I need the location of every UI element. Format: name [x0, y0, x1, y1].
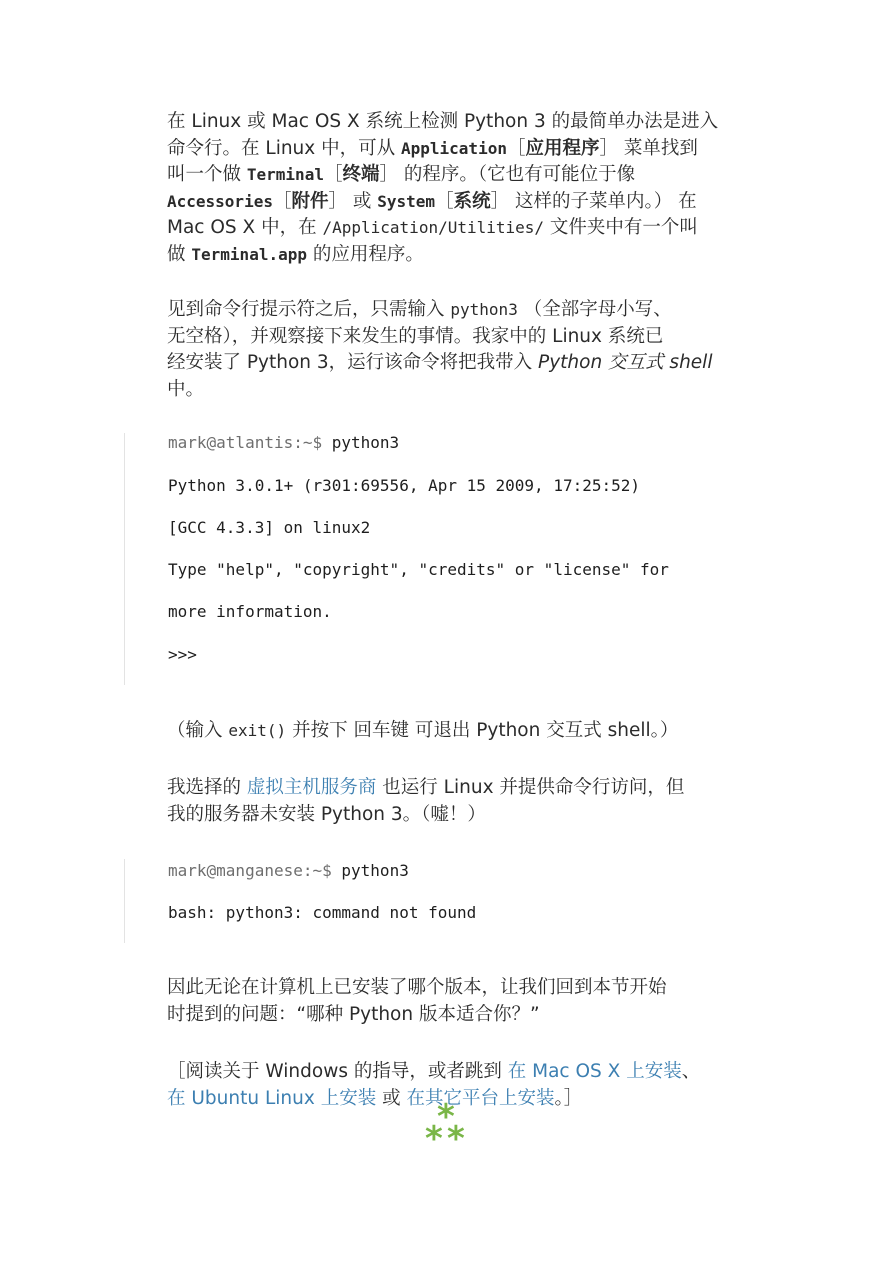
asterisk-icon: * — [447, 1119, 465, 1159]
menu-name-translation: 系统 — [453, 190, 491, 212]
text-line — [167, 215, 727, 242]
code-line: bash: python3: command not found — [168, 903, 477, 922]
text-run: （全部字母小写、 — [517, 299, 672, 320]
code-block-command-not-found — [124, 859, 745, 943]
link-install-ubuntu[interactable]: 在 Ubuntu Linux 上安装 — [167, 1087, 377, 1109]
text-line — [167, 189, 727, 216]
text-run: ［ — [323, 164, 343, 185]
paragraph-run-python3 — [167, 297, 727, 403]
text-run: ［ — [272, 190, 292, 212]
text-run: 的应用程序。 — [306, 243, 424, 265]
asterism-divider — [425, 1097, 475, 1160]
shell-command: python3 — [322, 433, 400, 452]
text-run: ］ 或 — [328, 190, 378, 212]
text-line: 无空格），并观察接下来发生的事情。我家中的 Linux 系统已 — [167, 325, 664, 347]
text-line — [167, 242, 727, 269]
text-run: 或 — [376, 1087, 407, 1109]
text-line — [167, 775, 727, 802]
shell-prompt: mark@manganese:~$ — [168, 861, 332, 880]
text-run: ［ — [435, 190, 454, 212]
text-line — [167, 162, 727, 189]
text-run: 。］ — [554, 1087, 583, 1109]
code-line: Python 3.0.1+ (r301:69556, Apr 15 2009, 17:25:52) — [168, 476, 641, 495]
link-install-macos[interactable]: 在 Mac OS X 上安装 — [507, 1061, 682, 1082]
text-run: 见到命令行提示符之后，只需输入 — [167, 299, 451, 320]
menu-name-accessories: Accessories — [167, 191, 273, 211]
shell-prompt: mark@atlantis:~$ — [168, 433, 323, 452]
text-run: 经安装了 Python 3，运行该命令将把我带入 — [167, 352, 539, 373]
text-run: 并按下 回车键 可退出 Python 交互式 shell。） — [286, 720, 679, 741]
text-line: 我的服务器未安装 Python 3。（嘘！） — [167, 803, 486, 825]
paragraph-which-version — [167, 975, 727, 1028]
paragraph-hosting — [167, 775, 727, 828]
code-line-prompt — [168, 861, 409, 880]
text-line — [167, 297, 727, 324]
asterisk-icon: * — [425, 1119, 443, 1159]
paragraph-detect-python — [167, 109, 727, 268]
text-run: 叫一个做 — [167, 164, 247, 185]
text-run: 文件夹中有一个叫 — [544, 217, 698, 238]
text-line: 在 Linux 或 Mac OS X 系统上检测 Python 3 的最简单办法是进入 — [167, 111, 719, 132]
code-line: Type "help", "copyright", "credits" or "license" for — [168, 560, 669, 579]
text-run: 我选择的 — [167, 777, 247, 798]
code-line-prompt — [168, 433, 399, 452]
paragraph-exit-hint — [167, 718, 727, 745]
text-line: 时提到的问题：“哪种 Python 版本适合你？” — [167, 1003, 540, 1025]
text-run: ］ 这样的子菜单内。） 在 — [490, 190, 697, 212]
text-run: 、 — [681, 1061, 701, 1082]
program-name-terminal: Terminal — [246, 165, 324, 184]
menu-name-translation: 应用程序 — [525, 137, 600, 159]
code-line: more information. — [168, 602, 332, 621]
text-run: ［阅读关于 Windows 的指导，或者跳到 — [167, 1061, 508, 1082]
text-line — [167, 350, 727, 377]
menu-name-translation: 附件 — [291, 190, 329, 212]
folder-path: /Application/Utilities/ — [322, 218, 545, 237]
shell-command: python3 — [331, 861, 409, 880]
term-interactive-shell: Python 交互式 shell — [538, 352, 713, 373]
code-line: [GCC 4.3.3] on linux2 — [168, 518, 371, 537]
text-line: 中。 — [167, 378, 205, 400]
text-run: 也运行 Linux 并提供命令行访问，但 — [376, 777, 685, 798]
code-line-repl-prompt: >>> — [168, 645, 197, 664]
text-run: 命令行。在 Linux 中，可从 — [167, 137, 401, 159]
exit-command: exit() — [228, 721, 287, 740]
menu-name-application: Application — [401, 138, 507, 158]
text-run: Mac OS X 中，在 — [167, 217, 323, 238]
text-run: 做 — [167, 243, 192, 265]
code-block-python3-session — [124, 433, 745, 685]
text-line — [167, 718, 727, 745]
text-line: 因此无论在计算机上已安装了哪个版本，让我们回到本节开始 — [167, 977, 667, 998]
menu-name-system: System — [377, 191, 436, 211]
program-name-translation: 终端 — [342, 164, 380, 185]
text-line — [167, 136, 727, 163]
app-name-terminal: Terminal.app — [191, 244, 307, 264]
text-run: ［ — [506, 137, 526, 159]
asterisk-icon: * — [437, 1097, 455, 1137]
link-hosting-provider[interactable]: 虚拟主机服务商 — [246, 777, 377, 798]
text-run: ］ 菜单找到 — [599, 137, 698, 159]
text-run: ］ 的程序。（它也有可能位于像 — [379, 164, 636, 185]
text-line — [167, 1059, 727, 1086]
link-install-other[interactable]: 在其它平台上安装 — [406, 1087, 555, 1109]
command-name: python3 — [450, 300, 518, 319]
text-run: （输入 — [167, 720, 229, 741]
